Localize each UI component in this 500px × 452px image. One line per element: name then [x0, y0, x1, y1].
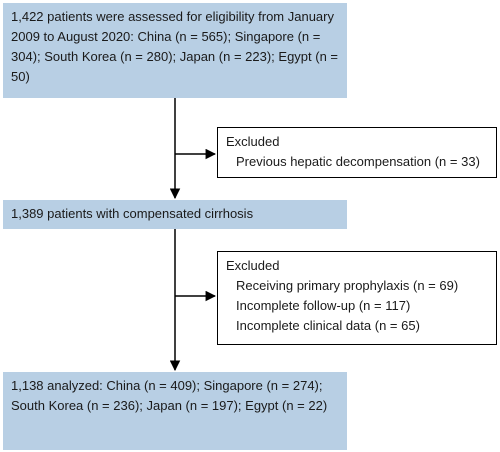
exclusion-2-item-primary-prophylaxis: Receiving primary prophylaxis (n = 69) [236, 278, 459, 293]
exclusion-2-item-incomplete-follow-up: Incomplete follow-up (n = 117) [236, 298, 411, 313]
exclusion-2-item-incomplete-clinical-data: Incomplete clinical data (n = 65) [236, 318, 420, 333]
exclusion-1-heading: Excluded [226, 134, 280, 149]
exclusion-2-heading: Excluded [226, 258, 280, 273]
analyzed-patients-text: 1,138 analyzed: China (n = 409); Singapore (n = 274); South Korea (n = 236); Japan (n = 197); Egypt (n = 22) [11, 378, 328, 413]
assessed-patients-text: 1,422 patients were assessed for eligibility from January 2009 to August 2020: China (n = 565); Singapore (n = 304); South Korea (n = 280); Japan (n = 223); Egypt (n = 50) [11, 9, 339, 84]
exclusion-1-item: Previous hepatic decompensation (n = 33) [236, 154, 480, 169]
compensated-cirrhosis-text: 1,389 patients with compensated cirrhosis [11, 206, 254, 221]
